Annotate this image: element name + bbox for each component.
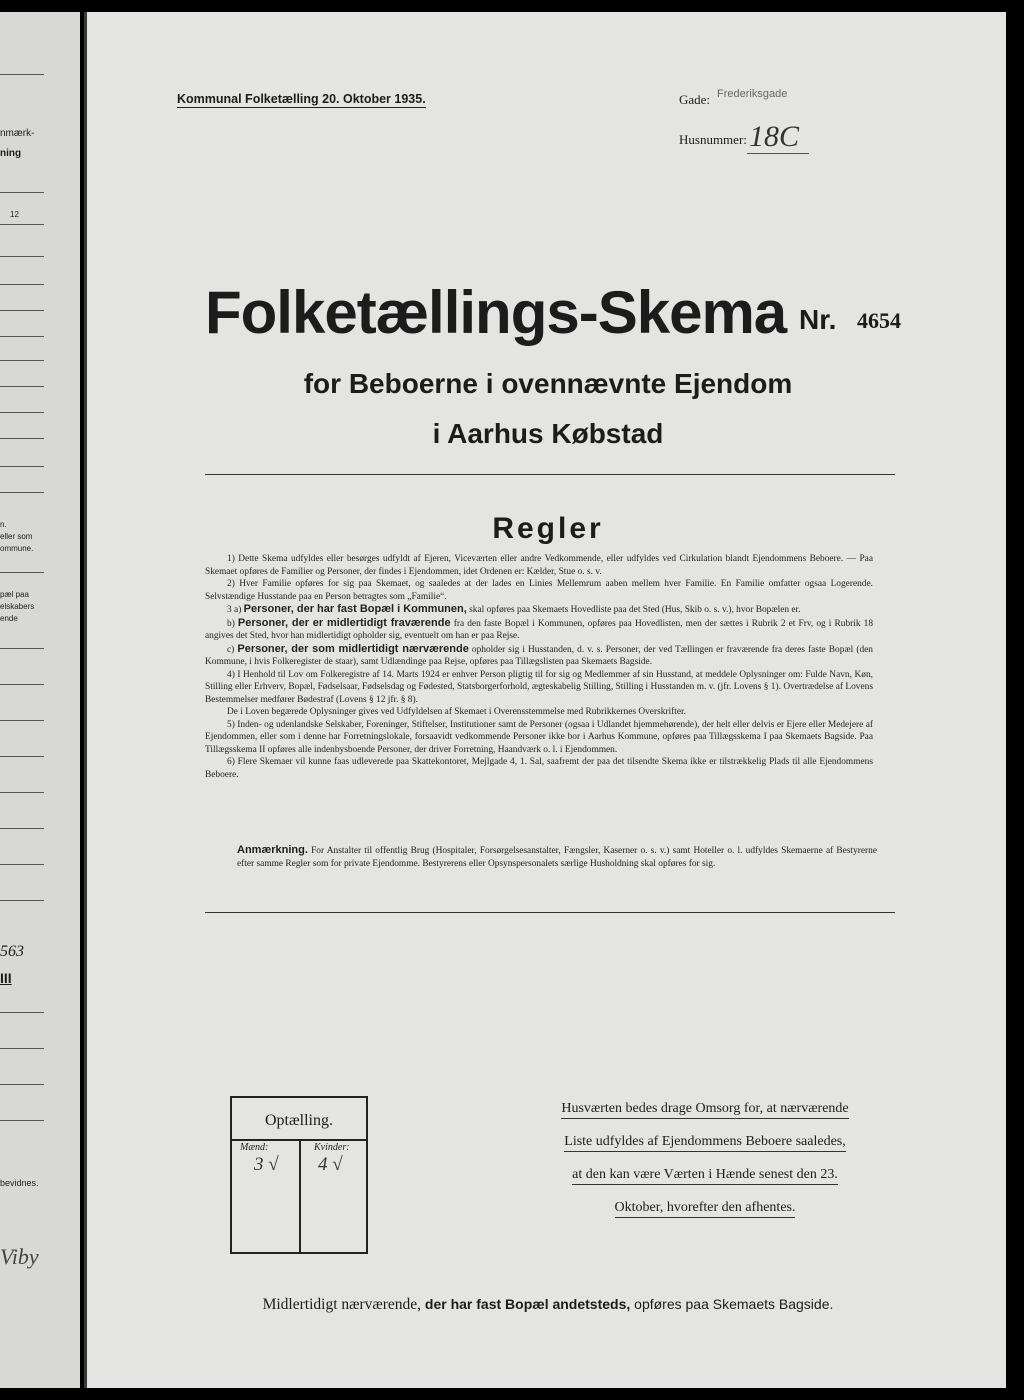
- edge-rule: [0, 648, 44, 649]
- rule-3c: [205, 643, 873, 669]
- men-count: 3 √: [254, 1154, 279, 1175]
- notice-line: Oktober, hvorefter den afhentes.: [615, 1199, 796, 1218]
- footer-note: [87, 1296, 1009, 1314]
- rule-1: 1) Dette Skema udfyldes eller besørges udfyldt af Ejeren, Viceværten eller andre Vedkommende, eller udfyldes ved Cirkulation blandt Ejendommens Beboere. — Paa Skemaet opføres de Familier og Personer, der findes i Ejendommen, idet Ordenen er: Kælder, Stue o. s. v.: [205, 554, 873, 577]
- edge-handwriting: 563: [0, 943, 24, 960]
- edge-rule: [0, 864, 44, 865]
- notice-line: at den kan være Værten i Hænde senest den 23.: [572, 1166, 838, 1185]
- census-form-page: [84, 12, 1006, 1388]
- edge-rule: [0, 438, 44, 439]
- edge-text: bevidnes.: [0, 1178, 39, 1188]
- form-title: Folketællings-Skema: [205, 279, 787, 346]
- edge-rule: [0, 828, 44, 829]
- edge-rule: [0, 336, 44, 337]
- edge-rule: [0, 1120, 44, 1121]
- notice-line: Liste udfyldes af Ejendommens Beboere saaledes,: [564, 1133, 845, 1152]
- divider: [205, 912, 895, 913]
- rule-4: 4) I Henhold til Lov om Folkeregistre af 14. Marts 1924 er enhver Person pligtig til for sig og Medlemmer af sin Husstand, at meddele Oplysninger om: Fulde Navn, Køn, Stilling eller Erhverv, Bopæl, Fødselsaar, Fødselsdag og Fødested, Statsborgerforhold, ægteskabelig Stilling, Stilling i Husstanden m. v. (jfr. Lovens § 1). Overtrædelse af Lovens Bestemmelser medfører Bødestraf (Lovens § 12 jfr. § 8).: [205, 669, 873, 705]
- rule-2: 2) Hver Familie opføres for sig paa Skemaet, og saaledes at der lades en Linies Mellemrum aaben mellem hver Familie. En Familie omfatter ogsaa Logerende. Selvstændige Husstande paa en Person betragtes som „Familie“.: [205, 579, 873, 602]
- women-label: Kvinder:: [314, 1142, 350, 1153]
- form-subtitle: for Beboerne i ovennævnte Ejendom: [303, 368, 793, 399]
- street-value: Frederiksgade: [717, 88, 788, 100]
- house-number-value: 18C: [749, 120, 800, 153]
- remark-text: For Anstalter til offentlig Brug (Hospitaler, Forsørgelsesanstalter, Fængsler, Kaserner o. s. v.) samt Hoteller o. l. udfyldes Skemaerne af Bestyrerne efter samme Regler som for private Ejendomme. Bestyrerens eller Opsynspersonalets særlige Husholdning skal opføres for sig.: [237, 846, 878, 869]
- count-box-divider: [299, 1139, 301, 1252]
- rule-3c-prefix: c): [227, 644, 235, 655]
- edge-rule: [0, 792, 44, 793]
- edge-rule: [0, 1012, 44, 1013]
- landlord-notice: [537, 1100, 873, 1232]
- rule-3b: [205, 617, 873, 643]
- edge-rule: [0, 256, 44, 257]
- edge-rule: [0, 466, 44, 467]
- edge-rule: [0, 684, 44, 685]
- house-number-label: Husnummer:: [679, 132, 747, 147]
- rule-3a-bold: Personer, der har fast Bopæl i Kommunen,: [243, 603, 467, 615]
- form-number-label: Nr.: [799, 304, 837, 335]
- rule-5: 5) Inden- og udenlandske Selskaber, Foreninger, Stiftelser, Institutioner samt de Personer (ogsaa i Udlandet hjemmehørende), der helt eller delvis er Ejere eller Medejere af Ejendommen, eller som i denne har Forretningslokale, forsaavidt vedkommende Personer ikke bor i Aarhus Kommune, opføres paa Tillægsskema I paa Skemaets Bagside. Paa Tillægsskema II opføres alle indenbysboende Personer, der driver Forretning, Haandværk o. l. i Ejendommen.: [205, 719, 873, 755]
- women-count: 4 √: [318, 1154, 343, 1175]
- remark-lead: Anmærkning.: [237, 844, 308, 856]
- rule-6: 6) Flere Skemaer vil kunne faas udleverede paa Skattekontoret, Mejlgade 4, 1. Sal, saafremt der paa det tilsendte Skema ikke er tilstrækkelig Plads til alle Ejendommens Beboere.: [205, 757, 873, 780]
- edge-text: ende: [0, 614, 18, 623]
- divider: [205, 474, 895, 475]
- previous-page-edge: [0, 12, 80, 1388]
- street-label: Gade:: [679, 92, 711, 107]
- rule-3a-prefix: 3 a): [227, 605, 242, 615]
- men-label: Mænd:: [240, 1142, 269, 1153]
- edge-text: pæl paa: [0, 590, 29, 599]
- form-subtitle-city: i Aarhus Købstad: [432, 418, 664, 449]
- census-date-header: Kommunal Folketælling 20. Oktober 1935.: [177, 92, 426, 106]
- edge-rule: [0, 572, 44, 573]
- edge-rule: [0, 310, 44, 311]
- edge-text: nmærk-: [0, 128, 35, 139]
- rule-3c-bold: Personer, der som midlertidigt nærværende: [237, 642, 469, 655]
- rules-body: [205, 553, 873, 781]
- form-number-value: 4654: [857, 308, 901, 333]
- rule-4b: De i Loven begærede Oplysninger gives ved Udfyldelsen af Skemaet i Overensstemmelse med Rubrikkernes Overskrifter.: [227, 707, 686, 717]
- edge-rule: [0, 756, 44, 757]
- edge-rule: [0, 192, 44, 193]
- rule-3c-text: opholder sig i Husstanden, d. v. s. Personer, der ved Tællingen er fraværende fra deres faste Bopæl (den Kommune, i hvis Folkeregister de staar), samt Udlændinge paa Rejse, opføres paa Tillægslisten paa Skemaets Bagside.: [205, 644, 873, 667]
- rules-heading: Regler: [492, 512, 604, 545]
- edge-rule: [0, 720, 44, 721]
- edge-text: ommune.: [0, 544, 34, 553]
- edge-text: III: [0, 970, 12, 986]
- footer-bold: der har fast Bopæl andetsteds,: [424, 1296, 631, 1312]
- edge-rule: [0, 386, 44, 387]
- rule-3b-prefix: b): [227, 618, 235, 629]
- remark-paragraph: [237, 844, 877, 870]
- edge-rule: [0, 1084, 44, 1085]
- edge-signature: Viby: [0, 1244, 39, 1269]
- edge-rule: [0, 1048, 44, 1049]
- edge-text: 12: [10, 210, 19, 219]
- edge-rule: [0, 412, 44, 413]
- rule-3a-text: skal opføres paa Skemaets Hovedliste paa det Sted (Hus, Skib o. s. v.), hvor Bopælen er.: [469, 605, 801, 615]
- notice-line: Husværten bedes drage Omsorg for, at nærværende: [561, 1100, 848, 1119]
- edge-rule: [0, 360, 44, 361]
- rule-3b-bold: Personer, der er midlertidigt fraværende: [237, 616, 451, 629]
- edge-text: eller som: [0, 532, 33, 541]
- house-number-underline: [747, 153, 809, 154]
- count-title: Optælling.: [264, 1112, 333, 1129]
- rule-3b-text: fra den faste Bopæl i Kommunen, opføres paa Hovedlisten, men der sættes i Rubrik 2 et Frv, og i Rubrik 18 angives det Sted, hvor han midlertidigt opholder sig, eventuelt om han er paa Rejse.: [205, 618, 874, 641]
- footer-part: opføres paa Skemaets Bagside.: [634, 1296, 834, 1312]
- edge-text: ning: [0, 148, 22, 159]
- edge-rule: [0, 74, 44, 75]
- rule-3a: [205, 603, 873, 617]
- edge-rule: [0, 284, 44, 285]
- footer-part: Midlertidigt nærværende,: [262, 1296, 422, 1313]
- edge-text: n.: [0, 520, 7, 529]
- edge-rule: [0, 492, 44, 493]
- count-box: [230, 1096, 368, 1254]
- edge-text: elskabers: [0, 602, 35, 611]
- edge-rule: [0, 224, 44, 225]
- edge-rule: [0, 900, 44, 901]
